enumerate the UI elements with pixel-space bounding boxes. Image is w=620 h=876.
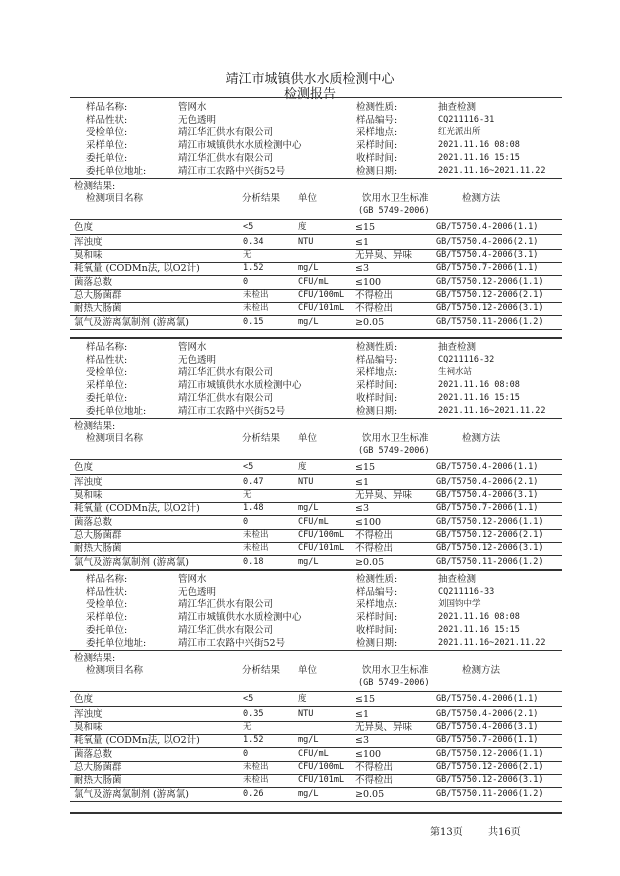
row-standard: ≤100 [355, 517, 382, 528]
row-result: 无 [243, 250, 252, 260]
field-label: 样品性状: [86, 355, 128, 366]
col-header-unit: 单位 [298, 193, 318, 204]
row-result: 0 [243, 517, 249, 527]
field-value: 抽查检测 [438, 574, 477, 585]
row-method: GB/T5750.12-2006(3.1) [436, 543, 544, 553]
col-header-method: 检测方法 [462, 193, 501, 204]
field-label: 样品名称: [86, 574, 128, 585]
row-item: 总大肠菌群 [74, 762, 122, 773]
header-rule [70, 650, 562, 651]
row-item: 臭和味 [74, 722, 103, 733]
field-value: 2021.11.16~2021.11.22 [438, 406, 546, 416]
field-value: 2021.11.16 15:15 [438, 393, 520, 403]
column-header-rule [70, 691, 562, 692]
row-standard: 不得检出 [355, 543, 394, 554]
row-item: 耐热大肠菌 [74, 303, 122, 314]
row-standard: ≤3 [355, 735, 370, 746]
row-item: 总大肠菌群 [74, 530, 122, 541]
row-result: 1.52 [243, 263, 264, 273]
row-standard: ≤1 [355, 237, 370, 248]
row-method: GB/T5750.7-2006(1.1) [436, 503, 539, 513]
field-label: 检测性质: [356, 102, 398, 113]
row-result: 0.18 [243, 557, 264, 567]
field-value: 靖江市城镇供水水质检测中心 [178, 612, 302, 623]
row-result: <5 [243, 694, 254, 704]
row-item: 总大肠菌群 [74, 290, 122, 301]
row-unit: CFU/100mL [298, 290, 345, 300]
row-standard: ≤100 [355, 749, 382, 760]
row-result: 无 [243, 490, 252, 500]
field-value: 靖江市城镇供水水质检测中心 [178, 140, 302, 151]
row-standard: ≥0.05 [355, 557, 385, 568]
field-label: 委托单位地址: [86, 406, 147, 417]
field-value: CQ211116-32 [438, 355, 495, 365]
row-item: 臭和味 [74, 490, 103, 501]
col-header-standard-code: (GB 5749-2006) [358, 206, 430, 216]
row-result: 0.15 [243, 317, 264, 327]
row-unit: NTU [298, 237, 314, 247]
report-title: 靖江市城镇供水水质检测中心 [225, 72, 395, 87]
field-label: 采样单位: [86, 612, 128, 623]
row-result: 未检出 [243, 290, 269, 300]
field-label: 检测日期: [356, 638, 398, 649]
row-result: 0.35 [243, 709, 264, 719]
field-value: 靖江市工农路中兴街52号 [178, 638, 286, 649]
row-standard: ≤15 [355, 462, 376, 473]
field-label: 采样地点: [356, 127, 398, 138]
field-value: 靖江市工农路中兴街52号 [178, 406, 286, 417]
row-unit: CFU/100mL [298, 530, 345, 540]
field-value: 生祠水站 [438, 367, 473, 377]
row-result: <5 [243, 222, 254, 232]
row-item: 氯气及游离氯制剂 (游离氯) [74, 789, 189, 800]
row-result: 无 [243, 722, 252, 732]
col-header-unit: 单位 [298, 433, 318, 444]
field-label: 采样单位: [86, 380, 128, 391]
row-standard: ≥0.05 [355, 789, 385, 800]
row-unit: CFU/101mL [298, 543, 345, 553]
row-unit: mg/L [298, 557, 319, 567]
row-method: GB/T5750.7-2006(1.1) [436, 735, 539, 745]
row-result: 未检出 [243, 543, 269, 553]
col-header-item: 检测项目名称 [86, 193, 144, 204]
page-number: 第13页 [430, 827, 463, 838]
results-heading: 检测结果: [74, 653, 116, 664]
row-item: 菌落总数 [74, 517, 113, 528]
field-label: 委托单位: [86, 625, 128, 636]
field-label: 样品性状: [86, 587, 128, 598]
row-unit: NTU [298, 477, 314, 487]
row-result: 0.34 [243, 237, 264, 247]
row-method: GB/T5750.11-2006(1.2) [436, 557, 544, 567]
row-item: 浑浊度 [74, 237, 103, 248]
row-method: GB/T5750.12-2006(1.1) [436, 517, 544, 527]
page-bottom-rule [70, 812, 562, 814]
col-header-item: 检测项目名称 [86, 665, 144, 676]
field-label: 采样时间: [356, 612, 398, 623]
col-header-item: 检测项目名称 [86, 433, 144, 444]
row-unit: 度 [298, 462, 307, 472]
row-standard: ≤15 [355, 222, 376, 233]
row-unit: CFU/mL [298, 517, 329, 527]
row-method: GB/T5750.12-2006(2.1) [436, 762, 544, 772]
row-standard: ≥0.05 [355, 317, 385, 328]
field-value: 管网水 [178, 342, 207, 353]
row-method: GB/T5750.11-2006(1.2) [436, 789, 544, 799]
row-method: GB/T5750.4-2006(3.1) [436, 250, 539, 260]
field-label: 检测性质: [356, 342, 398, 353]
field-value: 靖江华汇供水有限公司 [178, 153, 274, 164]
row-unit: mg/L [298, 789, 319, 799]
row-method: GB/T5750.12-2006(3.1) [436, 303, 544, 313]
row-result: 0.26 [243, 789, 264, 799]
row-item: 菌落总数 [74, 749, 113, 760]
field-label: 收样时间: [356, 393, 398, 404]
row-method: GB/T5750.12-2006(1.1) [436, 277, 544, 287]
row-unit: mg/L [298, 317, 319, 327]
row-result: 0 [243, 749, 249, 759]
field-value: 靖江华汇供水有限公司 [178, 393, 274, 404]
field-label: 检测日期: [356, 406, 398, 417]
row-unit: CFU/mL [298, 749, 329, 759]
col-header-result: 分析结果 [242, 665, 281, 676]
field-value: 抽查检测 [438, 342, 477, 353]
field-label: 样品编号: [356, 355, 398, 366]
col-header-method: 检测方法 [462, 665, 501, 676]
field-value: 管网水 [178, 574, 207, 585]
row-method: GB/T5750.11-2006(1.2) [436, 317, 544, 327]
row-unit: mg/L [298, 263, 319, 273]
field-label: 样品名称: [86, 102, 128, 113]
row-item: 浑浊度 [74, 477, 103, 488]
field-value: 红光派出所 [438, 127, 481, 137]
field-label: 委托单位: [86, 153, 128, 164]
field-label: 委托单位地址: [86, 638, 147, 649]
row-method: GB/T5750.12-2006(2.1) [436, 290, 544, 300]
row-method: GB/T5750.4-2006(1.1) [436, 694, 539, 704]
row-unit: CFU/100mL [298, 762, 345, 772]
row-unit: 度 [298, 222, 307, 232]
row-item: 色度 [74, 694, 94, 705]
row-result: 未检出 [243, 530, 269, 540]
row-result: 1.48 [243, 503, 264, 513]
row-method: GB/T5750.4-2006(2.1) [436, 709, 539, 719]
row-item: 耐热大肠菌 [74, 775, 122, 786]
row-method: GB/T5750.12-2006(2.1) [436, 530, 544, 540]
field-value: 无色透明 [178, 115, 217, 126]
field-label: 样品编号: [356, 587, 398, 598]
row-method: GB/T5750.12-2006(3.1) [436, 775, 544, 785]
row-result: 0.47 [243, 477, 264, 487]
report-subtitle: 检测报告 [283, 87, 336, 102]
field-label: 委托单位地址: [86, 166, 147, 177]
row-item: 耗氧量 (CODMn法, 以O2计) [74, 503, 200, 514]
row-unit: CFU/mL [298, 277, 329, 287]
field-value: 2021.11.16~2021.11.22 [438, 166, 546, 176]
row-result: 未检出 [243, 762, 269, 772]
field-value: 2021.11.16 08:08 [438, 612, 520, 622]
row-item: 氯气及游离氯制剂 (游离氯) [74, 557, 189, 568]
row-method: GB/T5750.4-2006(1.1) [436, 462, 539, 472]
field-label: 采样时间: [356, 380, 398, 391]
field-label: 受检单位: [86, 367, 128, 378]
col-header-standard: 饮用水卫生标准 [362, 665, 429, 676]
field-value: 2021.11.16 08:08 [438, 140, 520, 150]
row-result: 未检出 [243, 775, 269, 785]
row-result: <5 [243, 462, 254, 472]
field-label: 采样地点: [356, 599, 398, 610]
row-unit: mg/L [298, 503, 319, 513]
field-label: 采样时间: [356, 140, 398, 151]
field-label: 采样单位: [86, 140, 128, 151]
row-method: GB/T5750.4-2006(2.1) [436, 477, 539, 487]
field-value: 靖江华汇供水有限公司 [178, 625, 274, 636]
field-value: 2021.11.16~2021.11.22 [438, 638, 546, 648]
row-item: 耗氧量 (CODMn法, 以O2计) [74, 263, 200, 274]
col-header-result: 分析结果 [242, 193, 281, 204]
field-label: 受检单位: [86, 599, 128, 610]
field-label: 样品编号: [356, 115, 398, 126]
field-value: 管网水 [178, 102, 207, 113]
row-result: 未检出 [243, 303, 269, 313]
col-header-standard-code: (GB 5749-2006) [358, 446, 430, 456]
row-unit: CFU/101mL [298, 303, 345, 313]
row-unit: mg/L [298, 735, 319, 745]
col-header-standard: 饮用水卫生标准 [362, 433, 429, 444]
row-rule [70, 787, 562, 788]
row-item: 耗氧量 (CODMn法, 以O2计) [74, 735, 200, 746]
row-standard: 不得检出 [355, 290, 394, 301]
field-value: 靖江市城镇供水水质检测中心 [178, 380, 302, 391]
row-result: 0 [243, 277, 249, 287]
row-method: GB/T5750.4-2006(2.1) [436, 237, 539, 247]
field-value: 靖江华汇供水有限公司 [178, 127, 274, 138]
row-standard: ≤1 [355, 477, 370, 488]
row-standard: 无异臭、异味 [355, 490, 413, 501]
section-top-rule [70, 569, 562, 571]
row-item: 色度 [74, 462, 94, 473]
row-standard: ≤1 [355, 709, 370, 720]
field-value: 靖江市工农路中兴街52号 [178, 166, 286, 177]
row-standard: ≤100 [355, 277, 382, 288]
field-value: 靖江华汇供水有限公司 [178, 367, 274, 378]
field-value: 2021.11.16 15:15 [438, 625, 520, 635]
page-total: 共16页 [488, 827, 521, 838]
row-item: 色度 [74, 222, 94, 233]
results-heading: 检测结果: [74, 421, 116, 432]
field-value: 抽查检测 [438, 102, 477, 113]
field-label: 样品性状: [86, 115, 128, 126]
field-label: 检测日期: [356, 166, 398, 177]
row-standard: ≤15 [355, 694, 376, 705]
row-rule [70, 801, 562, 802]
field-value: 2021.11.16 08:08 [438, 380, 520, 390]
field-value: 无色透明 [178, 355, 217, 366]
row-result: 1.52 [243, 735, 264, 745]
row-method: GB/T5750.12-2006(1.1) [436, 749, 544, 759]
field-label: 收样时间: [356, 625, 398, 636]
col-header-unit: 单位 [298, 665, 318, 676]
field-label: 采样地点: [356, 367, 398, 378]
row-rule [70, 747, 562, 748]
row-item: 菌落总数 [74, 277, 113, 288]
row-rule [70, 706, 562, 707]
field-label: 受检单位: [86, 127, 128, 138]
col-header-result: 分析结果 [242, 433, 281, 444]
col-header-standard: 饮用水卫生标准 [362, 193, 429, 204]
field-label: 委托单位: [86, 393, 128, 404]
row-unit: 度 [298, 694, 307, 704]
row-standard: ≤3 [355, 263, 370, 274]
field-value: CQ211116-33 [438, 587, 495, 597]
row-item: 氯气及游离氯制剂 (游离氯) [74, 317, 189, 328]
field-value: 靖江华汇供水有限公司 [178, 599, 274, 610]
col-header-method: 检测方法 [462, 433, 501, 444]
row-standard: 无异臭、异味 [355, 250, 413, 261]
row-standard: 不得检出 [355, 303, 394, 314]
row-standard: 不得检出 [355, 775, 394, 786]
results-heading: 检测结果: [74, 181, 116, 192]
row-method: GB/T5750.7-2006(1.1) [436, 263, 539, 273]
row-standard: ≤3 [355, 503, 370, 514]
row-unit: NTU [298, 709, 314, 719]
field-value: 2021.11.16 15:15 [438, 153, 520, 163]
field-value: 刘国钧中学 [438, 599, 481, 609]
row-standard: 无异臭、异味 [355, 722, 413, 733]
row-item: 耐热大肠菌 [74, 543, 122, 554]
col-header-standard-code: (GB 5749-2006) [358, 678, 430, 688]
field-value: 无色透明 [178, 587, 217, 598]
field-label: 样品名称: [86, 342, 128, 353]
row-standard: 不得检出 [355, 530, 394, 541]
field-label: 检测性质: [356, 574, 398, 585]
row-method: GB/T5750.4-2006(3.1) [436, 722, 539, 732]
row-item: 浑浊度 [74, 709, 103, 720]
field-value: CQ211116-31 [438, 115, 495, 125]
row-unit: CFU/101mL [298, 775, 345, 785]
row-method: GB/T5750.4-2006(3.1) [436, 490, 539, 500]
row-standard: 不得检出 [355, 762, 394, 773]
row-method: GB/T5750.4-2006(1.1) [436, 222, 539, 232]
row-item: 臭和味 [74, 250, 103, 261]
field-label: 收样时间: [356, 153, 398, 164]
